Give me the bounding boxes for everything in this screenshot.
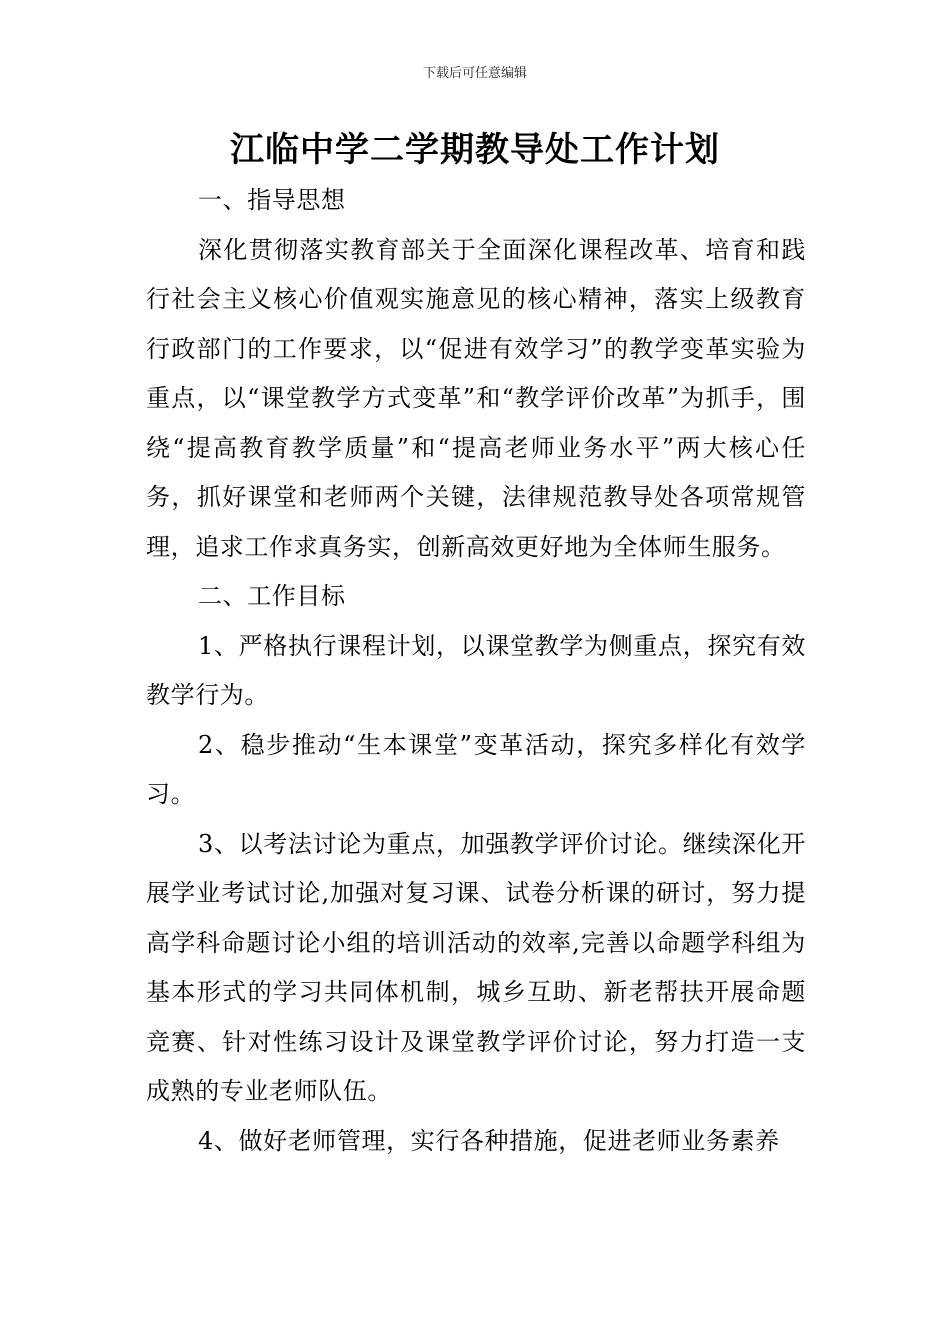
page-header-note: 下载后可任意编辑 (422, 66, 527, 81)
section-heading-work-goals: 二、工作目标 (198, 582, 346, 610)
goal-item-4: 4、做好老师管理，实行各种措施，促进老师业务素养 (198, 1126, 780, 1155)
section-heading-guiding-ideology: 一、指导思想 (198, 186, 346, 214)
goal-item-2: 2、稳步推动“生本课堂”变革活动，探究多样化有效学习。 (146, 730, 806, 808)
paragraph-guiding-ideology: 深化贯彻落实教育部关于全面深化课程改革、培育和践行社会主义核心价值观实施意见的核心精神，落实上级教育行政部门的工作要求，以“促进有效学习”的教学变革实验为重点，以“课堂教学方式变革”和“教学评价改革”为抓手，围绕“提高教育教学质量”和“提高老师业务水平”两大核心任务，抓好课堂和老师两个关键，法律规范教导处各项常规管理，追求工作求真务实，创新高效更好地为全体师生服务。 (146, 235, 806, 561)
goal-item-3: 3、以考法讨论为重点，加强教学评价讨论。继续深化开展学业考试讨论,加强对复习课、试卷分析课的研讨，努力提高学科命题讨论小组的培训活动的效率,完善以命题学科组为基本形式的学习共同体机制，城乡互助、新老帮扶开展命题竞赛、针对性练习设计及课堂教学评价讨论，努力打造一支成熟的专业老师队伍。 (146, 829, 806, 1105)
document-body (146, 176, 806, 1166)
document-title: 江临中学二学期教导处工作计划 (230, 130, 720, 170)
goal-item-1: 1、严格执行课程计划，以课堂教学为侧重点，探究有效教学行为。 (146, 631, 806, 709)
